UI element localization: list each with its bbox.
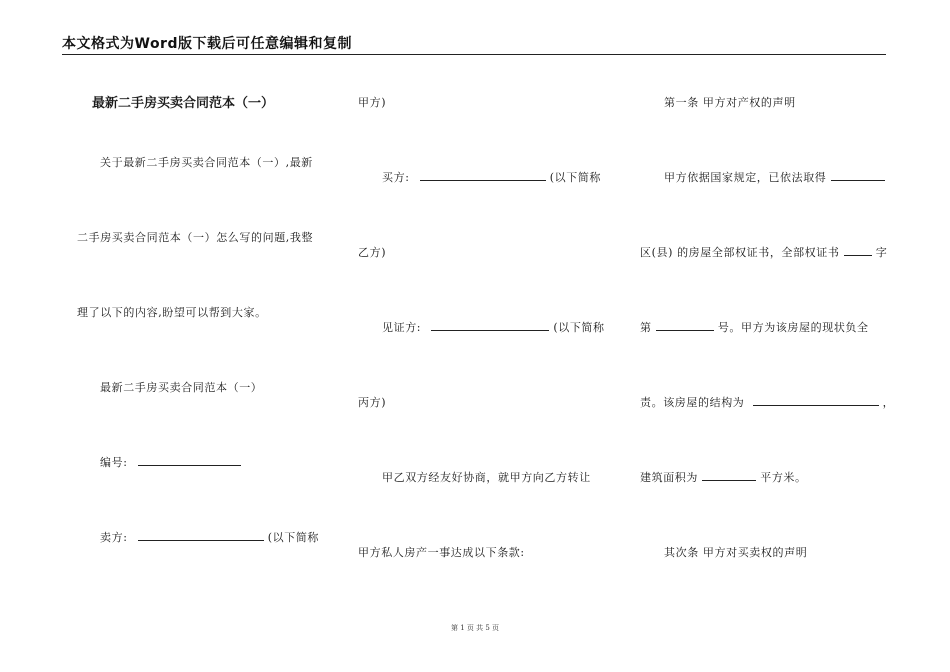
text-segment: 建筑面积为: [640, 471, 698, 484]
number-blank: [138, 455, 241, 466]
section-heading: 其次条 甲方对买卖权的声明: [664, 546, 808, 559]
paragraph-line: 乙方): [358, 246, 387, 259]
paragraph-line: 甲方私人房产一事达成以下条款:: [358, 546, 525, 559]
label-text: 见证方:: [382, 321, 422, 334]
label-text: 卖方:: [100, 531, 128, 544]
seller-blank: [138, 530, 264, 541]
area-blank: [702, 470, 756, 481]
paragraph-line: 最新二手房买卖合同范本（一）: [100, 381, 263, 394]
structure-line: [640, 394, 894, 410]
certificate-number-blank: [656, 320, 714, 331]
text-segment: 责。该房屋的结构为: [640, 396, 745, 409]
paragraph-line: 二手房买卖合同范本（一）怎么写的问题,我整: [77, 231, 314, 244]
text-segment: 甲方依据国家规定，已依法取得: [664, 171, 827, 184]
text-segment: 第: [640, 321, 652, 334]
abbrev-text: (以下简称: [549, 171, 602, 184]
paragraph-line: 甲方): [358, 96, 387, 109]
certificate-blank: [844, 245, 872, 256]
text-segment: 字: [875, 246, 888, 259]
witness-blank: [431, 320, 549, 331]
label-text: 买方:: [382, 171, 410, 184]
area-line: [640, 469, 807, 485]
document-banner: 本文格式为Word版下载后可任意编辑和复制: [62, 36, 352, 52]
section-heading: 第一条 甲方对产权的声明: [664, 96, 796, 109]
text-segment: 平方米。: [760, 471, 807, 484]
paragraph-line: 理了以下的内容,盼望可以帮到大家。: [77, 306, 267, 319]
ownership-line: [664, 169, 885, 185]
buyer-line: [382, 169, 601, 185]
structure-blank: [753, 395, 879, 406]
label-text: 编号:: [100, 456, 128, 469]
abbrev-text: (以下简称: [553, 321, 605, 334]
header-divider: [62, 54, 886, 55]
seller-line: [100, 529, 319, 545]
text-segment: ，: [882, 396, 895, 409]
text-segment: 号。甲方为该房屋的现状负全: [717, 321, 869, 334]
witness-line: [382, 319, 605, 335]
contract-number-line: [100, 454, 241, 470]
paragraph-line: 甲乙双方经友好协商，就甲方向乙方转让: [382, 471, 591, 484]
certificate-number-line: [640, 319, 869, 335]
buyer-blank: [420, 170, 546, 181]
page-number: 第 1 页 共 5 页: [450, 624, 500, 632]
abbrev-text: (以下简称: [267, 531, 320, 544]
certificate-line: [640, 244, 887, 260]
paragraph-line: 关于最新二手房买卖合同范本（一）,最新: [100, 156, 313, 169]
text-segment: 区(县) 的房屋全部权证书，全部权证书: [640, 246, 840, 259]
paragraph-line: 丙方): [358, 396, 387, 409]
document-title: 最新二手房买卖合同范本（一）: [92, 96, 275, 111]
ownership-blank: [831, 170, 885, 181]
